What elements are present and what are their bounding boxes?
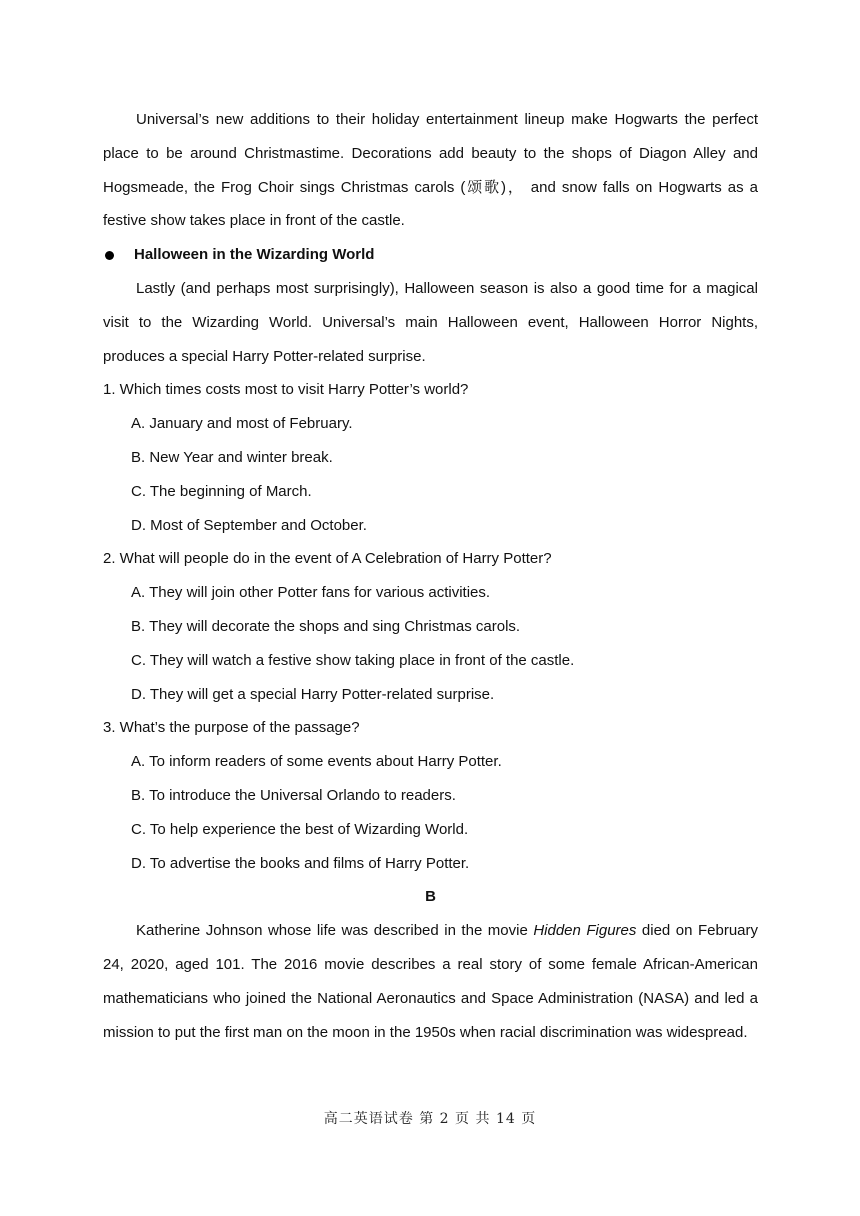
- movie-title: Hidden Figures: [533, 922, 637, 940]
- page-footer: 高二英语试卷 第 2 页 共 14 页: [323, 1111, 537, 1127]
- paragraph-text-before: Katherine Johnson whose life was described in the movie: [136, 922, 534, 940]
- paragraph-christmas: Universal’s new additions to their holiday entertainment lineup make Hogwarts the perfect place to be around Christmastime. Decorations add beauty to the shops of Diagon Alley and Hogsmeade, the Frog Choir sings Christmas carols (颂歌)， and snow falls on Hogwarts as a festive show takes place in front of the castle.: [103, 111, 758, 230]
- option-c: C. They will watch a festive show taking place in front of the castle.: [131, 651, 575, 669]
- question-stem: 1. Which times costs most to visit Harry Potter’s world?: [103, 381, 469, 399]
- option-a: A. To inform readers of some events about Harry Potter.: [131, 753, 502, 771]
- option-c: C. The beginning of March.: [131, 482, 312, 500]
- paragraph-katherine-johnson: [103, 914, 758, 1049]
- paragraph-text-after: died on February 24, 2020, aged 101. The 2016 movie describes a real story of some female African-American mathematicians who joined the National Aeronautics and Space Administration (NASA) and led a mission to put the first man on the moon in the 1950s when racial discrimination was widespread.: [103, 922, 759, 1041]
- option-d: D. Most of September and October.: [131, 516, 367, 534]
- question-stem: 3. What’s the purpose of the passage?: [103, 719, 360, 737]
- page-content: [103, 103, 758, 1049]
- option-b: B. To introduce the Universal Orlando to readers.: [131, 786, 456, 804]
- option-a: A. They will join other Potter fans for various activities.: [131, 584, 491, 602]
- section-heading-text: Halloween in the Wizarding World: [134, 246, 375, 264]
- section-letter-b: B: [425, 888, 436, 906]
- option-b: B. New Year and winter break.: [131, 448, 333, 466]
- paragraph-halloween: Lastly (and perhaps most surprisingly), Halloween season is also a good time for a magical visit to the Wizarding World. Universal’s main Halloween event, Halloween Horror Nights, produces a special Harry Potter-related surprise.: [103, 279, 758, 365]
- option-d: D. To advertise the books and films of Harry Potter.: [131, 854, 470, 872]
- option-a: A. January and most of February.: [131, 415, 353, 433]
- question-2: [103, 542, 758, 711]
- option-c: C. To help experience the best of Wizarding World.: [131, 820, 469, 838]
- question-stem: 2. What will people do in the event of A Celebration of Harry Potter?: [103, 550, 552, 568]
- bullet-icon: [105, 251, 114, 260]
- option-d: D. They will get a special Harry Potter-related surprise.: [131, 685, 495, 703]
- question-3: [103, 711, 758, 880]
- question-1: [103, 373, 758, 542]
- option-b: B. They will decorate the shops and sing Christmas carols.: [131, 617, 521, 635]
- section-heading-halloween: [103, 238, 758, 272]
